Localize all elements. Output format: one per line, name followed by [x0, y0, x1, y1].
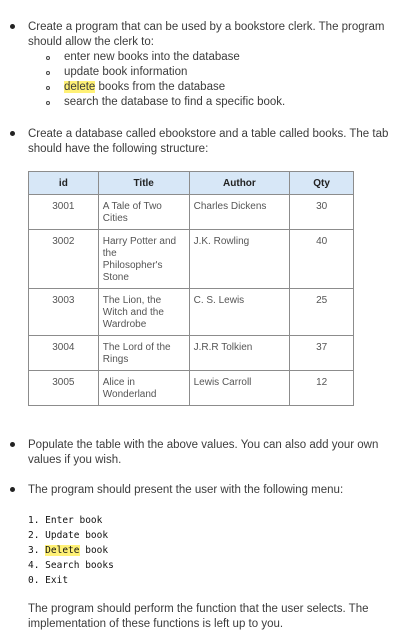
cell-id: 3003 [29, 289, 99, 336]
header-id: id [29, 172, 99, 195]
cell-title: Alice in Wonderland [98, 371, 189, 406]
menu-item-update: 2. Update book [28, 530, 109, 541]
bullet [10, 442, 15, 447]
closing-line-2: implementation of these functions is left up to you. [28, 618, 284, 630]
intro-paragraph [28, 20, 406, 50]
cell-title: A Tale of Two Cities [98, 195, 189, 230]
cell-author: Lewis Carroll [189, 371, 290, 406]
closing-line-1: The program should perform the function that the user selects. The [28, 603, 369, 615]
cell-id: 3002 [29, 230, 99, 289]
cell-id: 3004 [29, 336, 99, 371]
cell-title: The Lord of the Rings [98, 336, 189, 371]
db-line-2: should have the following structure: [28, 143, 209, 155]
cell-qty: 40 [290, 230, 354, 289]
cell-qty: 30 [290, 195, 354, 230]
db-paragraph [28, 127, 406, 157]
sub-bullet [46, 56, 50, 60]
populate-line-1: Populate the table with the above values. You can also add your own [28, 439, 379, 451]
cell-author: Charles Dickens [189, 195, 290, 230]
header-author: Author [189, 172, 290, 195]
db-line-1: Create a database called ebookstore and a table called books. The tab [28, 128, 389, 140]
menu-item-exit: 0. Exit [28, 575, 69, 586]
books-table [28, 171, 354, 406]
menu-code-block [28, 513, 114, 588]
table-row [29, 336, 354, 371]
bullet [10, 487, 15, 492]
sub-item-update: update book information [64, 66, 188, 78]
closing-paragraph [28, 602, 406, 632]
bullet [10, 24, 15, 29]
cell-qty: 12 [290, 371, 354, 406]
cell-author: C. S. Lewis [189, 289, 290, 336]
sub-item-enter: enter new books into the database [64, 51, 240, 63]
table-row [29, 371, 354, 406]
table-row [29, 195, 354, 230]
table-row [29, 230, 354, 289]
sub-bullet [46, 101, 50, 105]
intro-line-2: should allow the clerk to: [28, 36, 154, 48]
menu-item-enter: 1. Enter book [28, 515, 103, 526]
cell-title: The Lion, the Witch and the Wardrobe [98, 289, 189, 336]
cell-id: 3001 [29, 195, 99, 230]
cell-title: Harry Potter and the Philosopher's Stone [98, 230, 189, 289]
header-qty: Qty [290, 172, 354, 195]
menu-item-delete: 3. Delete book [28, 545, 109, 556]
table-row [29, 289, 354, 336]
highlighted-word: delete [64, 81, 96, 93]
cell-qty: 37 [290, 336, 354, 371]
intro-line-1: Create a program that can be used by a bookstore clerk. The program [28, 21, 385, 33]
populate-paragraph [28, 438, 406, 468]
cell-qty: 25 [290, 289, 354, 336]
cell-id: 3005 [29, 371, 99, 406]
sub-item-search: search the database to find a specific book. [64, 96, 286, 108]
cell-author: J.R.R Tolkien [189, 336, 290, 371]
table-header-row [29, 172, 354, 195]
sub-bullet [46, 71, 50, 75]
sub-item-delete: delete books from the database [64, 81, 226, 93]
populate-line-2: values if you wish. [28, 454, 122, 466]
cell-author: J.K. Rowling [189, 230, 290, 289]
menu-intro: The program should present the user with the following menu: [28, 484, 344, 496]
bullet [10, 131, 15, 136]
header-title: Title [98, 172, 189, 195]
highlighted-word: Delete [45, 545, 80, 556]
sub-bullet [46, 86, 50, 90]
menu-item-search: 4. Search books [28, 560, 114, 571]
